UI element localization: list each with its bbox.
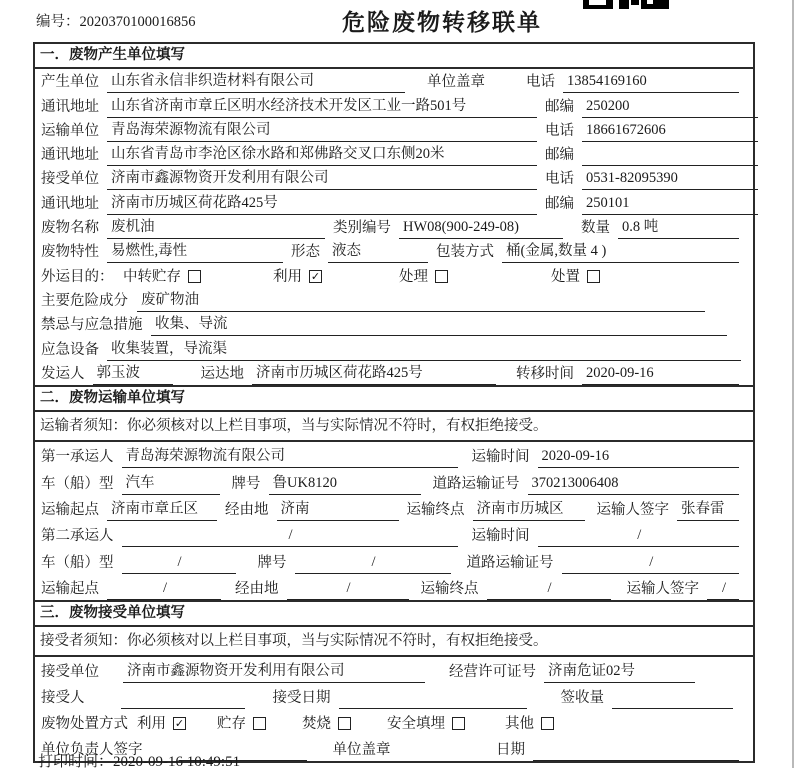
- field-label: 电话: [545, 122, 574, 139]
- field-label: 运达地: [200, 365, 244, 382]
- receiver-section: [35, 600, 753, 761]
- field-label: 运输终点: [420, 581, 479, 598]
- field-value: 2020-09-16: [538, 448, 740, 468]
- field-value: 济南市历城区荷花路425号: [107, 191, 537, 215]
- section-notice: 接受者须知：你必须核对以上栏目事项，当与实际情况不符时，有权拒绝接受。: [35, 627, 753, 657]
- field-label: 经由地: [235, 581, 279, 598]
- field-value: /: [107, 580, 221, 600]
- checkbox-checked-icon: ✓: [174, 717, 185, 731]
- field-value: 济南市历城区荷花路425号: [252, 361, 496, 385]
- field-value: 张春雷: [677, 497, 739, 521]
- field-label: 车（船）型: [41, 475, 114, 492]
- checkbox-label: 安全填埋: [387, 716, 445, 733]
- checkbox-icon: [541, 717, 554, 730]
- form-row: [35, 69, 753, 93]
- field-value: /: [487, 580, 611, 600]
- field-value: 郭玉波: [93, 361, 173, 385]
- field-label: 通讯地址: [41, 98, 99, 115]
- field-value: 济南: [277, 497, 399, 521]
- form-row: [35, 93, 753, 117]
- field-label: 牌号: [257, 554, 287, 571]
- field-value: /: [295, 554, 451, 574]
- form-row: [35, 683, 753, 709]
- field-value: 青岛海荣源物流有限公司: [107, 118, 537, 142]
- field-value: 山东省济南市章丘区明水经济技术开发区工业一路501号: [107, 94, 537, 118]
- field-value: 液态: [328, 239, 428, 263]
- field-label: 包装方式: [436, 244, 494, 261]
- serial-label: 编号：: [36, 14, 80, 30]
- field-label: 运输人签字: [626, 581, 699, 598]
- field-label: 数量: [581, 220, 610, 237]
- document-title: 危险废物转移联单: [342, 10, 542, 35]
- field-value: 250200: [582, 98, 758, 118]
- field-label: 通讯地址: [41, 195, 99, 212]
- page-edge-divider: [792, 0, 794, 768]
- field-label: 运输起点: [41, 581, 99, 598]
- form-row: [35, 190, 753, 214]
- field-value: /: [707, 580, 739, 600]
- field-value: 0531-82095390: [582, 170, 758, 190]
- field-value: 2020-09-16: [582, 365, 739, 385]
- field-value: 济南市章丘区: [107, 497, 217, 521]
- field-label: 废物名称: [41, 220, 99, 237]
- field-label: 产生单位: [41, 74, 99, 91]
- field-value: 山东省青岛市李沧区徐水路和郑佛路交叉口东侧20米: [107, 142, 537, 166]
- field-label: 形态: [291, 244, 320, 261]
- field-label: 邮编: [545, 98, 574, 115]
- field-value: 汽车: [122, 471, 220, 495]
- form-row: [35, 166, 753, 190]
- field-value: [582, 146, 758, 166]
- field-label: 发运人: [41, 365, 85, 382]
- form-row: [35, 521, 753, 547]
- form-row: [35, 142, 753, 166]
- field-label: 单位负责人签字: [41, 742, 143, 759]
- checkbox-group: [387, 712, 505, 735]
- field-value: /: [538, 527, 740, 547]
- form-row: [35, 574, 753, 600]
- checkbox-icon: [188, 270, 201, 283]
- checkbox-label: 处置: [551, 268, 580, 285]
- checkbox-group: [505, 712, 554, 735]
- checkbox-label: 中转贮存: [123, 268, 181, 285]
- field-label: 牌号: [231, 475, 261, 492]
- field-label: 禁忌与应急措施: [41, 317, 143, 334]
- checkbox-icon: [452, 717, 465, 730]
- form-row: [35, 118, 753, 142]
- form-row: [35, 288, 753, 312]
- checkbox-label: 其他: [505, 716, 534, 733]
- field-value: 收集、导流: [151, 312, 727, 336]
- field-label: 道路运输证号: [432, 475, 520, 492]
- field-value: 0.8 吨: [618, 215, 739, 239]
- field-value: 济南危证02号: [544, 659, 695, 683]
- field-label: 废物处置方式: [41, 716, 128, 733]
- checkbox-group: [137, 712, 217, 735]
- field-value: /: [122, 554, 236, 574]
- field-value: 18661672606: [582, 122, 758, 142]
- checkbox-label: 处理: [399, 268, 428, 285]
- field-label: 单位盖章: [332, 742, 391, 759]
- checkbox-label: 贮存: [217, 716, 246, 733]
- form-row: [35, 442, 753, 468]
- field-value: 250101: [582, 195, 758, 215]
- section-header: 三．废物接受单位填写: [35, 602, 753, 627]
- checkbox-icon: [338, 717, 351, 730]
- field-label: 经营许可证号: [449, 664, 536, 681]
- field-label: 车（船）型: [41, 554, 114, 571]
- field-value: 山东省永信非织造材料有限公司: [107, 69, 405, 93]
- checkbox-group: [302, 712, 387, 735]
- field-label: 运输单位: [41, 122, 99, 139]
- field-label: 主要危险成分: [41, 292, 128, 309]
- checkbox-group: [217, 712, 302, 735]
- form-row: [35, 547, 753, 573]
- section-header: 二．废物运输单位填写: [35, 387, 753, 412]
- field-label: 签收量: [560, 690, 604, 707]
- field-value: [121, 689, 245, 709]
- form-row: [35, 709, 753, 735]
- field-label: 类别编号: [333, 220, 391, 237]
- form-row: [35, 495, 753, 521]
- field-label: 接受人: [41, 690, 85, 707]
- field-label: 邮编: [545, 147, 574, 164]
- form-row: [35, 239, 753, 263]
- form-row: [35, 312, 753, 336]
- form-row: [35, 215, 753, 239]
- field-value: 济南市历城区: [473, 497, 585, 521]
- checkbox-group: [551, 265, 600, 288]
- form-row: [35, 263, 753, 287]
- field-label: 运输人签字: [596, 502, 669, 519]
- field-value: /: [287, 580, 409, 600]
- transporter-section: [35, 385, 753, 600]
- field-label: 通讯地址: [41, 147, 99, 164]
- field-value: /: [562, 554, 740, 574]
- field-label: 运输时间: [471, 528, 530, 545]
- field-label: 日期: [496, 742, 525, 759]
- field-label: 废物特性: [41, 244, 99, 261]
- field-value: 废机油: [107, 215, 325, 239]
- field-value: 青岛海荣源物流有限公司: [122, 444, 458, 468]
- field-label: 转移时间: [516, 365, 574, 382]
- field-value: [533, 741, 739, 761]
- manifest-form-table: [33, 42, 755, 763]
- field-label: 接受单位: [41, 664, 99, 681]
- field-value: [612, 689, 733, 709]
- checkbox-label: 焚烧: [302, 716, 331, 733]
- producer-section: [35, 44, 753, 385]
- field-label: 邮编: [545, 195, 574, 212]
- field-value: [339, 689, 527, 709]
- form-row: [35, 468, 753, 494]
- section-notice: 运输者须知：你必须核对以上栏目事项，当与实际情况不符时，有权拒绝接受。: [35, 412, 753, 442]
- field-label: 电话: [545, 171, 574, 188]
- section-header: 一．废物产生单位填写: [35, 44, 753, 69]
- checkbox-label: 利用: [137, 716, 166, 733]
- field-label: 单位盖章: [427, 74, 485, 91]
- serial-value: 2020370100016856: [79, 14, 196, 30]
- field-value: 济南市鑫源物资开发利用有限公司: [107, 166, 537, 190]
- field-value: 桶(金属,数量 4 ): [502, 239, 739, 263]
- checkbox-icon: [587, 270, 600, 283]
- checkbox-checked-icon: ✓: [310, 269, 321, 283]
- field-value: 13854169160: [563, 73, 739, 93]
- field-label: 接受单位: [41, 171, 99, 188]
- field-label: 第二承运人: [41, 528, 114, 545]
- field-label: 运输起点: [41, 502, 99, 519]
- checkbox-icon: [253, 717, 266, 730]
- field-label: 运输时间: [471, 449, 530, 466]
- checkbox-group: [123, 265, 273, 288]
- form-row: [35, 657, 753, 683]
- field-value: 收集装置，导流渠: [107, 337, 741, 361]
- field-label: 应急设备: [41, 341, 99, 358]
- form-row: [35, 336, 753, 360]
- print-time-value: 2020-09-16 10:49:51: [113, 754, 241, 770]
- field-label: 运输终点: [406, 502, 465, 519]
- field-value: 鲁UK8120: [269, 471, 421, 495]
- checkbox-label: 利用: [273, 268, 302, 285]
- checkbox-group: [273, 265, 399, 288]
- qr-code-fragment: [583, 0, 669, 10]
- field-value: HW08(900-249-08): [399, 219, 563, 239]
- field-value: 济南市鑫源物资开发利用有限公司: [123, 659, 425, 683]
- field-label: 经由地: [225, 502, 269, 519]
- print-time-label: 打印时间：: [38, 754, 114, 770]
- field-label: 接受日期: [272, 690, 331, 707]
- field-label: 第一承运人: [41, 449, 114, 466]
- field-value: 370213006408: [528, 475, 740, 495]
- field-value: 废矿物油: [137, 288, 705, 312]
- field-label: 外运目的：: [41, 268, 114, 285]
- field-label: 道路运输证号: [466, 554, 554, 571]
- field-label: 电话: [526, 74, 555, 91]
- checkbox-icon: [435, 270, 448, 283]
- checkbox-group: [399, 265, 551, 288]
- field-value: 易燃性,毒性: [107, 239, 283, 263]
- field-value: /: [122, 527, 458, 547]
- form-row: [35, 361, 753, 385]
